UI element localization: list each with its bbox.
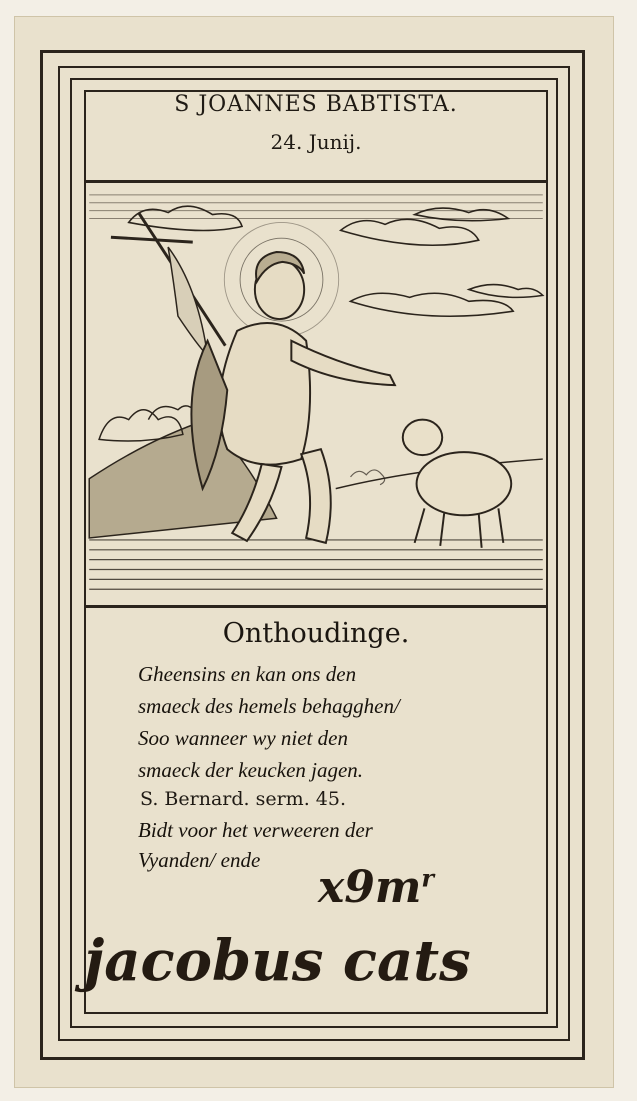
cross-staff-icon [111,213,225,346]
citation-source: S. Bernard. serm. 45. [140,788,346,810]
lamb-icon [403,420,511,548]
prayer-line-2: Vyanden/ ende [138,848,261,872]
verse-line-3: Soo wanneer wy niet den [138,726,348,750]
verse-line-4: smaeck der keucken jagen. [138,758,364,782]
verse-line-1: Gheensins en kan ons den [138,662,357,686]
section-heading: Onthoudinge. [222,618,410,649]
handwritten-signature: jacobus cats [84,928,471,994]
handwritten-initials: x9m [318,862,422,913]
handwritten-annotation [318,862,434,913]
feast-date: 24. Junij. [270,130,362,154]
prayer-line-1: Bidt voor het verweeren der [138,818,373,842]
john-baptist-woodcut [86,183,546,605]
handwritten-superscript: r [421,863,435,893]
woodcut-illustration [86,180,546,608]
verse-line-2: smaeck des hemels behagghen/ [138,694,400,718]
saint-title: S JOANNES BABTISTA. [174,92,458,117]
